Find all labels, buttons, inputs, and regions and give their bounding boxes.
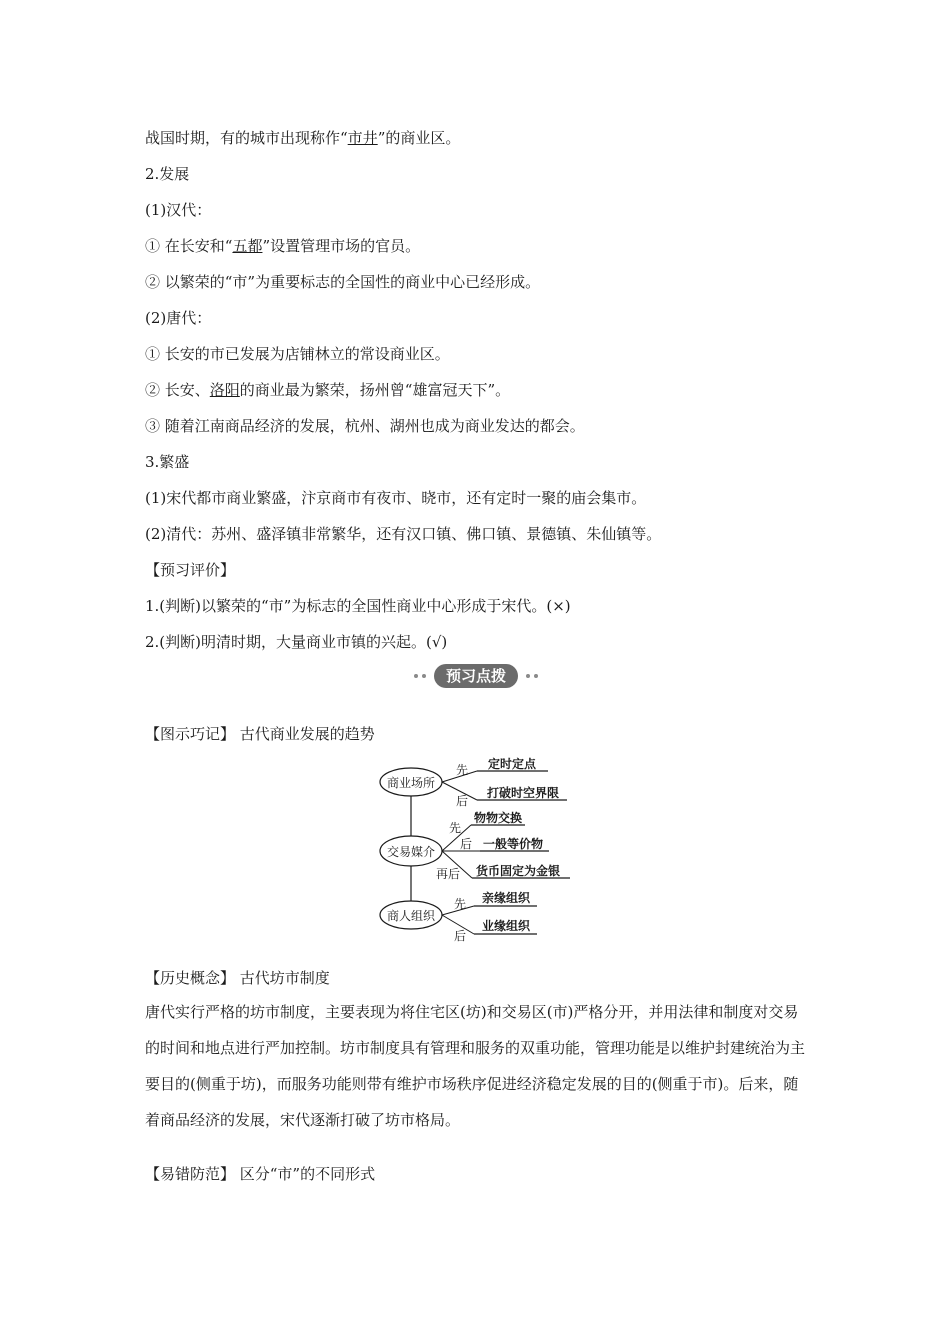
section-divider [0,662,950,690]
item-break-limits: 打破时空界限 [487,786,560,800]
divider-dot [526,674,530,678]
tang-item-3: ③ 随着江南商品经济的发展，杭州、湖州也成为商业发达的都会。 [145,417,585,435]
underlined-term: 洛阳 [209,381,240,399]
item-barter: 物物交换 [474,811,523,825]
commerce-trend-diagram [370,752,590,952]
concept-heading: 【历史概念】 古代坊市制度 [145,969,330,987]
item-general-equivalent: 一般等价物 [483,837,544,851]
tang-item-1: ① 长安的市已发展为店铺林立的常设商业区。 [145,345,450,363]
label-again: 再后 [436,867,461,881]
item-kinship-organization: 亲缘组织 [482,891,531,905]
text: ① 在长安和“ [145,237,233,255]
node-business-venue: 商业场所 [386,776,436,790]
label-first: 先 [454,897,467,911]
song-dynasty-line: (1)宋代都市商业繁盛，汴京商市有夜市、晓市，还有定时一聚的庙会集市。 [145,489,647,507]
han-item-2: ② 以繁荣的“市”为重要标志的全国性的商业中心已经形成。 [145,273,541,291]
underlined-term: 市井 [347,129,378,147]
item-gold-silver: 货币固定为金银 [476,864,561,878]
tang-item-2 [145,380,510,400]
preview-evaluation-heading: 【预习评价】 [145,561,236,579]
divider-dot [414,674,418,678]
text: ② 长安、 [145,381,210,399]
tang-dynasty-title: (2)唐代： [145,309,212,327]
shijing-line [145,128,460,148]
han-dynasty-title: (1)汉代： [145,201,212,219]
section-heading-flourishing: 3.繁盛 [145,453,190,471]
label-then: 后 [460,837,473,851]
text: ”的商业区。 [377,129,461,147]
item-fixed-time-place: 定时定点 [488,757,537,771]
label-first: 先 [449,821,462,835]
node-trade-medium: 交易媒介 [386,845,436,859]
divider-dot [422,674,426,678]
han-item-1 [145,236,420,256]
divider-dot [534,674,538,678]
section-heading-development: 2.发展 [145,165,190,183]
diagram-heading: 【图示巧记】 古代商业发展的趋势 [145,725,375,743]
label-then: 后 [456,794,469,808]
qing-dynasty-line: (2)清代：苏州、盛泽镇非常繁华，还有汉口镇、佛口镇、景德镇、朱仙镇等。 [145,525,662,543]
item-trade-organization: 业缘组织 [482,919,531,933]
fangshi-system-paragraph: 唐代实行严格的坊市制度，主要表现为将住宅区(坊)和交易区(市)严格分开，并用法律和制度对交易的时间和地点进行严加控制。坊市制度具有管理和服务的双重功能，管理功能是以维护封建统治为主要目的(侧重于坊)，而服务功能则带有维护市场秩序促进经济稳定发展的目的(侧重于市)。后来，随着商品经济的发展，宋代逐渐打破了坊市格局。 [145,1003,806,1129]
judgement-question-1: 1.(判断)以繁荣的“市”为标志的全国性商业中心形成于宋代。(×) [145,597,571,615]
pitfall-heading: 【易错防范】 区分“市”的不同形式 [145,1165,376,1183]
underlined-term: 五都 [232,237,263,255]
text: ”设置管理市场的官员。 [262,237,421,255]
label-first: 先 [456,763,469,777]
judgement-question-2: 2.(判断)明清时期，大量商业市镇的兴起。(√) [145,633,448,651]
text: 战国时期，有的城市出现称作“ [145,129,348,147]
preview-tips-badge: 预习点拨 [434,664,518,688]
label-then: 后 [454,929,467,943]
text: 的商业最为繁荣，扬州曾“雄富冠天下”。 [239,381,511,399]
node-merchant-organization: 商人组织 [386,909,436,923]
